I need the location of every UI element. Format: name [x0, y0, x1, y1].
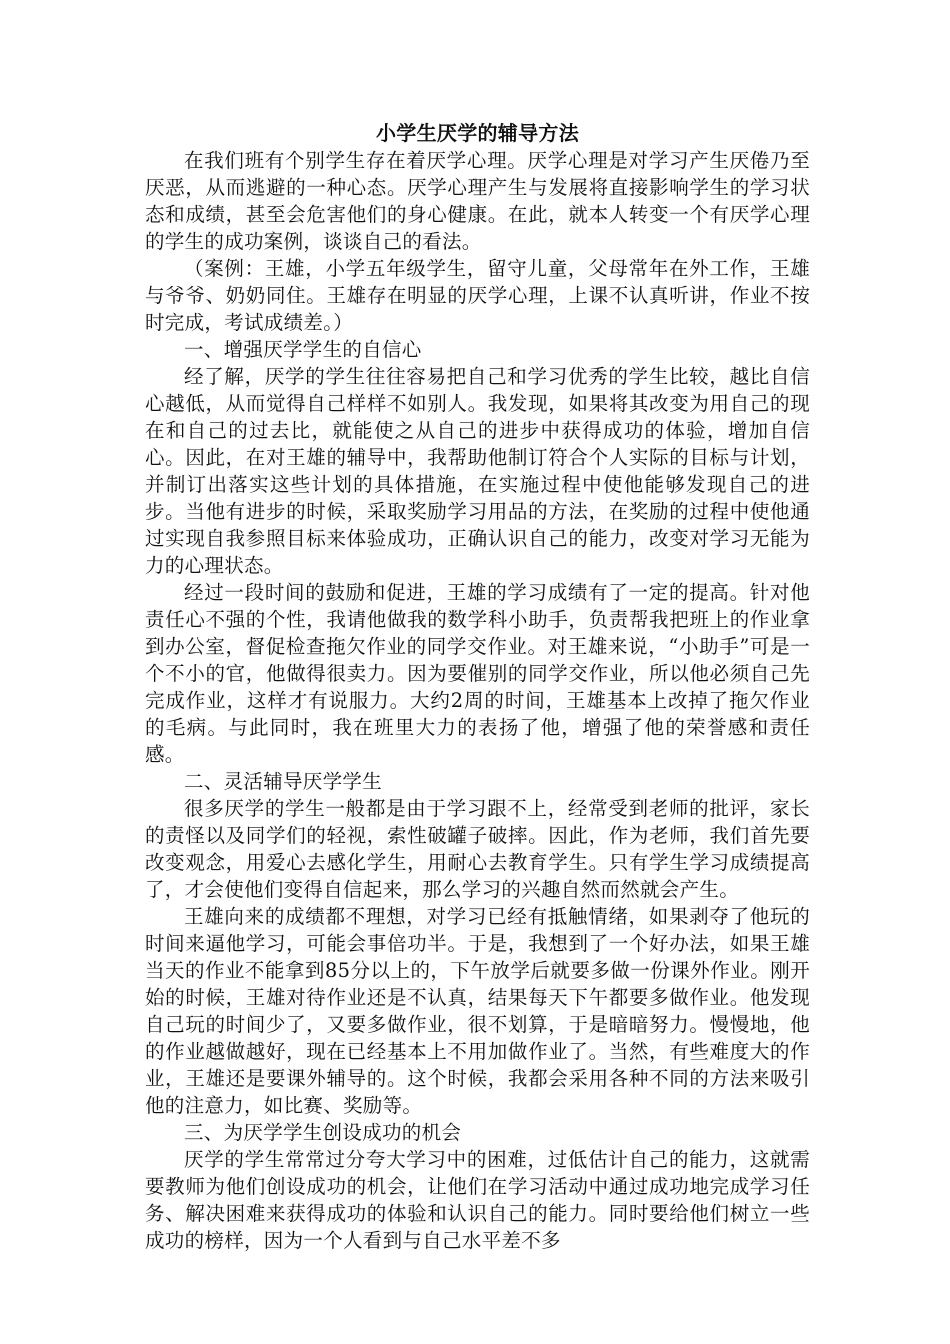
section-1-paragraph-2: 经过一段时间的鼓励和促进，王雄的学习成绩有了一定的提高。针对他责任心不强的个性，我请他做我的数学科小助手，负责帮我把班上的作业拿到办公室，督促检查拖欠作业的同学交作业。对王雄来说，“小助手”可是一个不小的官，他做得很卖力。因为要催别的同学交作业，所以他必须自己先完成作业，这样才有说服力。大约2周的时间，王雄基本上改掉了拖欠作业的毛病。与此同时，我在班里大力的表扬了他，增强了他的荣誉感和责任感。 — [145, 581, 810, 766]
section-1-paragraph-1: 经了解，厌学的学生往往容易把自己和学习优秀的学生比较，越比自信心越低，从而觉得自己样样不如别人。我发现，如果将其改变为用自己的现在和自己的过去比，就能使之从自己的进步中获得成功的体验，增加自信心。因此，在对王雄的辅导中，我帮助他制订符合个人实际的目标与计划，并制订出落实这些计划的具体措施，在实施过程中使他能够发现自己的进步。当他有进步的时候，采取奖励学习用品的方法，在奖励的过程中使他通过实现自我参照目标来体验成功，正确认识自己的能力，改变对学习无能为力的心理状态。 — [145, 365, 810, 577]
intro-paragraph: 在我们班有个别学生存在着厌学心理。厌学心理是对学习产生厌倦乃至厌恶，从而逃避的一种心态。厌学心理产生与发展将直接影响学生的学习状态和成绩，甚至会危害他们的身心健康。在此，就本人转变一个有厌学心理的学生的成功案例，谈谈自己的看法。 — [145, 149, 810, 253]
document-body — [145, 120, 810, 1254]
section-2-paragraph-1: 很多厌学的学生一般都是由于学习跟不上，经常受到老师的批评，家长的责怪以及同学们的轻视，索性破罐子破摔。因此，作为老师，我们首先要改变观念，用爱心去感化学生，用耐心去教育学生。只有学生学习成绩提高了，才会使他们变得自信起来，那么学习的兴趣自然而然就会产生。 — [145, 797, 810, 901]
section-3-paragraph-1: 厌学的学生常常过分夸大学习中的困难，过低估计自己的能力，这就需要教师为他们创设成功的机会，让他们在学习活动中通过成功地完成学习任务、解决困难来获得成功的体验和认识自己的能力。同时要给他们树立一些成功的榜样，因为一个人看到与自己水平差不多 — [145, 1148, 810, 1252]
case-paragraph: （案例：王雄，小学五年级学生，留守儿童，父母常年在外工作，王雄与爷爷、奶奶同住。王雄存在明显的厌学心理，上课不认真听讲，作业不按时完成，考试成绩差。） — [145, 257, 810, 334]
section-3-heading: 三、为厌学学生创设成功的机会 — [184, 1121, 462, 1144]
section-2-paragraph-2: 王雄向来的成绩都不理想，对学习已经有抵触情绪，如果剥夺了他玩的时间来逼他学习，可能会事倍功半。于是，我想到了一个好办法，如果王雄当天的作业不能拿到85分以上的，下午放学后就要多做一份课外作业。刚开始的时候，王雄对待作业还是不认真，结果每天下午都要多做作业。他发现自己玩的时间少了，又要多做作业，很不划算，于是暗暗努力。慢慢地，他的作业越做越好，现在已经基本上不用加做作业了。当然，有些难度大的作业，王雄还是要课外辅导的。这个时候，我都会采用各种不同的方法来吸引他的注意力，如比赛、奖励等。 — [145, 905, 810, 1117]
document-title: 小学生厌学的辅导方法 — [376, 121, 579, 145]
section-2-heading: 二、灵活辅导厌学学生 — [184, 770, 383, 793]
section-1-heading: 一、增强厌学学生的自信心 — [184, 338, 422, 361]
